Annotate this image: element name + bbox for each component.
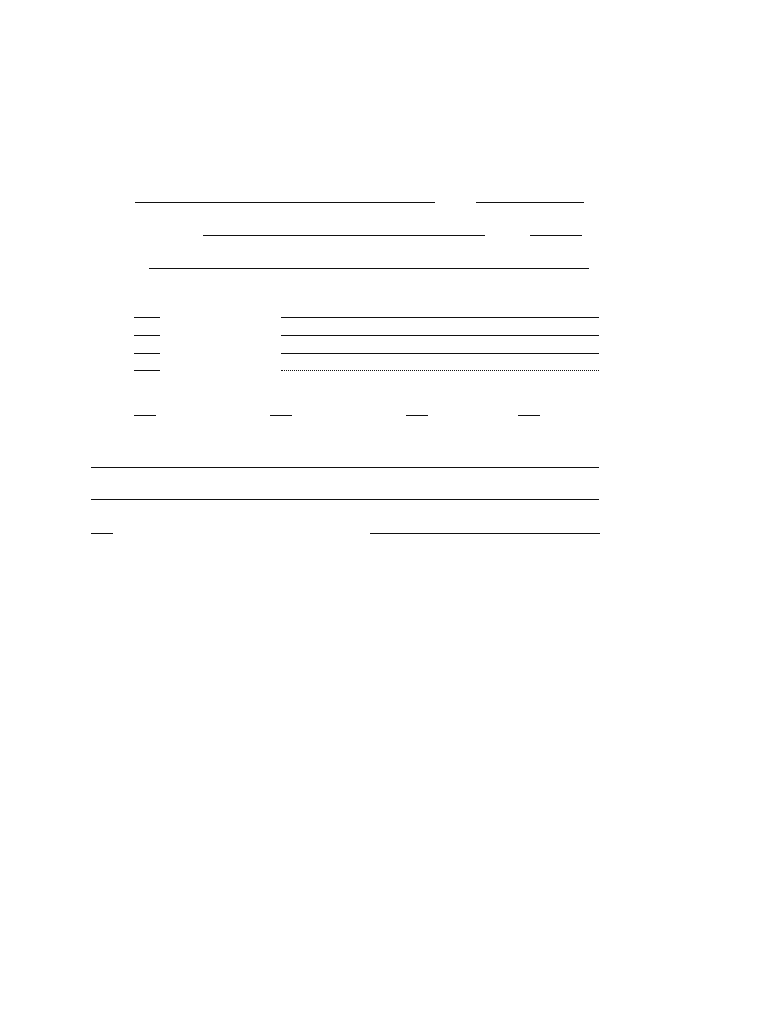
- work-phone-rank-field[interactable]: [134, 335, 160, 336]
- grade-field[interactable]: [530, 235, 582, 236]
- home-phone-rank-field[interactable]: [134, 317, 160, 318]
- guest-speaker-expertise-field[interactable]: [370, 533, 600, 534]
- interests-field-line-1[interactable]: [91, 467, 599, 468]
- time-option-afternoon[interactable]: [406, 405, 428, 419]
- date-field[interactable]: [476, 202, 584, 203]
- cell-phone-rank-field[interactable]: [134, 353, 160, 354]
- work-phone-field[interactable]: [281, 335, 599, 336]
- email-rank-field[interactable]: [134, 370, 160, 371]
- time-option-mid-morning[interactable]: [270, 405, 292, 419]
- student-name-field[interactable]: [203, 235, 485, 236]
- address-field[interactable]: [149, 268, 589, 269]
- time-option-evening[interactable]: [518, 405, 540, 419]
- time-option-early-morning[interactable]: [134, 405, 156, 419]
- name-field[interactable]: [135, 202, 435, 203]
- guest-speaker-check-field[interactable]: [91, 533, 113, 534]
- email-field[interactable]: [281, 370, 599, 371]
- cell-phone-field[interactable]: [281, 353, 599, 354]
- interests-field-line-2[interactable]: [91, 499, 599, 500]
- home-phone-field[interactable]: [281, 317, 599, 318]
